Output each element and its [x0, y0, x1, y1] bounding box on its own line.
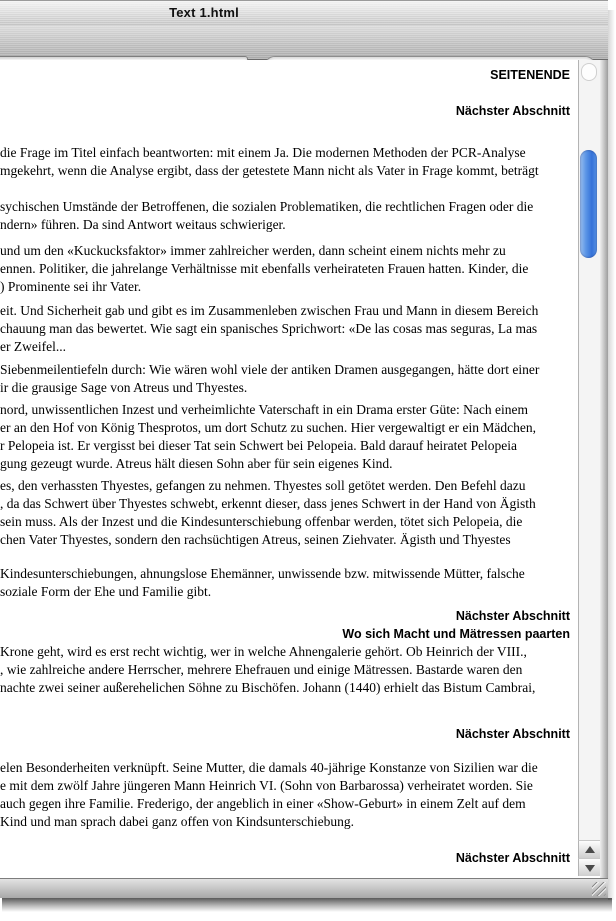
text-line: nachte zwei seiner außerehelichen Söhne zu Bischöfen. Johann (1440) erhielt das Bistum Cambrai,	[0, 680, 536, 695]
section-header: Nächster Abschnitt	[455, 851, 570, 865]
scroll-up-button[interactable]	[578, 840, 600, 858]
paragraph-gap	[0, 831, 578, 849]
paragraph-gap	[0, 180, 578, 198]
title-bar[interactable]	[0, 0, 608, 26]
text-line: chen Vater Thyestes, sondern den rachsüchtigen Atreus, seinen Ziehvater. Ägisth und Thyestes	[0, 532, 511, 547]
text-line: nord, unwissentlichen Inzest und verheimlichte Vaterschaft in ein Drama erster Güte: Nach einem	[0, 402, 528, 417]
scroll-down-button[interactable]	[578, 858, 600, 876]
window-shadow-bottom	[2, 898, 612, 912]
paragraph-gap	[0, 697, 578, 725]
text-line: sychischen Umstände der Betroffenen, die sozialen Problematiken, die rechtlichen Fragen oder die	[0, 199, 534, 214]
paragraph-gap	[0, 549, 578, 565]
text-line: , wie zahlreiche andere Herrscher, mehrere Ehefrauen und einige Mätressen. Bastarde waren den	[0, 662, 523, 677]
text-line: sein muss. Als der Inzest und die Kindesunterschiebung offenbar werden, tötet sich Pelopeia, die	[0, 514, 523, 529]
text-line: eit. Und Sicherheit gab und gibt es im Zusammenleben zwischen Frau und Mann in diesem Bereich	[0, 303, 539, 318]
text-line: ennen. Politiker, die jahrelange Verhältnisse mit ebenfalls verheirateten Frauen hatten. Kinder, die	[0, 261, 529, 276]
text-line: soziale Form der Ehe und Familie gibt.	[0, 584, 212, 599]
text-line: er Zweifel...	[0, 339, 66, 354]
window-shadow-right	[608, 10, 615, 900]
paragraph-gap	[0, 743, 578, 759]
text-line: Kind und man sprach dabei ganz offen von Kindsunterschiebung.	[0, 814, 355, 829]
text-line: elen Besonderheiten verknüpft. Seine Mutter, die damals 40-jährige Konstanze von Sizilien war die	[0, 760, 538, 775]
section-header: Wo sich Macht und Mätressen paarten	[342, 627, 570, 641]
resize-grip-icon[interactable]	[592, 882, 606, 896]
section-header: SEITENENDE	[490, 68, 570, 82]
text-line: auch gegen ihre Familie. Frederigo, der angeblich in einer «Show-Geburt» in einem Zelt auf dem	[0, 796, 526, 811]
text-line: Siebenmeilentiefeln durch: Wie wären wohl viele der antiken Dramen ausgegangen, hätte dort einer	[0, 362, 540, 377]
text-line: mgekehrt, wenn die Analyse ergibt, dass der getestete Mann nicht als Vater in Frage kommt, beträgt	[0, 163, 539, 178]
text-line: und um den «Kuckucksfaktor» immer zahlreicher werden, dann scheint einem nichts mehr zu	[0, 243, 506, 258]
section-header: Nächster Abschnitt	[455, 727, 570, 741]
text-line: Kindesunterschiebungen, ahnungslose Ehemänner, unwissende bzw. mitwissende Mütter, falsche	[0, 566, 525, 581]
page-content	[0, 60, 578, 878]
text-line: die Frage im Titel einfach beantworten: mit einem Ja. Die modernen Methoden der PCR-Analyse	[0, 145, 526, 160]
text-line: gung gezeugt wurde. Atreus hält diesen Sohn aber für sein eigenes Kind.	[0, 456, 393, 471]
section-header: Nächster Abschnitt	[455, 609, 570, 623]
paragraph-gap	[0, 84, 578, 102]
text-line: , da das Schwert über Thyestes schwebt, erkennt dieser, dass jenes Schwert in der Hand von Ägisth	[0, 496, 536, 511]
text-line: chauung man das bewertet. Wie sagt ein spanisches Sprichwort: «De las cosas mas seguras, La mas	[0, 321, 538, 336]
scrollbar-track-cap	[581, 63, 597, 81]
scroll-up-icon	[585, 846, 595, 853]
text-line: ) Prominente sei ihr Vater.	[0, 279, 142, 294]
text-line: Krone geht, wird es erst recht wichtig, wer in welche Ahnengalerie gehört. Ob Heinrich der VIII.,	[0, 644, 527, 659]
paragraph-gap	[0, 234, 578, 242]
text-line: r Pelopeia ist. Er vergisst bei dieser Tat sein Schwert bei Pelopeia. Bald darauf heiratet Pelopeia	[0, 438, 518, 453]
toolbar	[0, 26, 608, 60]
text-line: ir die grausige Sage von Atreus und Thyestes.	[0, 380, 248, 395]
scroll-down-icon	[585, 865, 595, 872]
paragraph-gap	[0, 120, 578, 144]
text-line: ndern» führen. Da sind Antwort weitaus schwieriger.	[0, 217, 286, 232]
status-bar	[0, 878, 608, 898]
section-header: Nächster Abschnitt	[455, 104, 570, 118]
text-line: e mit dem zwölf Jahre jüngeren Mann Heinrich VI. (Sohn von Barbarossa) verheiratet worden. Sie	[0, 778, 533, 793]
vertical-scrollbar-thumb[interactable]	[580, 150, 597, 258]
text-line: er an den Hof von König Thesprotos, um dort Schutz zu suchen. Hier vergewaltigt er ein Mädchen,	[0, 420, 536, 435]
window-title: Text 1.html	[169, 5, 239, 20]
content-lines	[0, 60, 578, 867]
window-frame-right	[600, 60, 608, 878]
text-line: es, den verhassten Thyestes, gefangen zu nehmen. Thyestes soll getötet werden. Den Befehl dazu	[0, 478, 526, 493]
